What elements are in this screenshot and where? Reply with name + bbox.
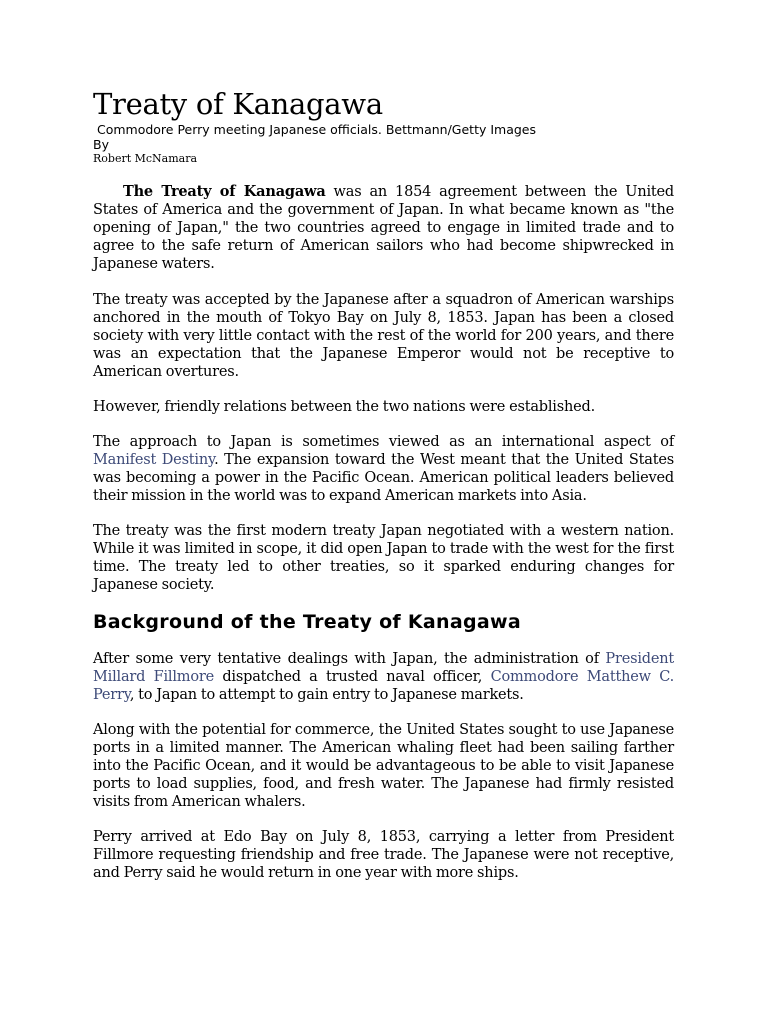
byline-label: By: [93, 137, 109, 152]
paragraph-relations: However, friendly relations between the two nations were established.: [93, 399, 595, 415]
page-title: Treaty of Kanagawa: [93, 87, 383, 121]
image-caption: Commodore Perry meeting Japanese officials. Bettmann/Getty Images: [93, 122, 537, 137]
author-name: Robert McNamara: [93, 152, 198, 165]
paragraph-fillmore-before: After some very tentative dealings with Japan, the administration of: [93, 651, 606, 667]
perry-link[interactable]: Commodore Matthew C. Perry: [93, 669, 674, 703]
section-heading: Background of the Treaty of Kanagawa: [93, 611, 521, 633]
paragraph-fillmore-middle: dispatched a trusted naval officer,: [213, 669, 491, 685]
paragraph-fillmore: [93, 650, 674, 704]
fillmore-link[interactable]: President Millard Fillmore: [93, 651, 674, 685]
paragraph-acceptance: The treaty was accepted by the Japanese after a squadron of American warships anchored in the mouth of Tokyo Bay on July 8, 1853. Japan has been a closed society with very little contact with the rest of the world for 200 years, and there was an expectation that the Japanese Emperor would not be receptive to American overtures.: [93, 292, 674, 380]
paragraph-intro-text: was an 1854 agreement between the United States of America and the government of Japan. In what became known as "the opening of Japan," the two countries agreed to engage in limited trade and to agree to the safe return of American sailors who had become shipwrecked in Japanese waters.: [93, 184, 674, 272]
paragraph-manifest-destiny-after: . The expansion toward the West meant that the United States was becoming a power in the Pacific Ocean. American political leaders believed their mission in the world was to expand American markets into Asia.: [93, 452, 674, 504]
paragraph-edo-bay: Perry arrived at Edo Bay on July 8, 1853, carrying a letter from President Fillmore requesting friendship and free trade. The Japanese were not receptive, and Perry said he would return in one year with more ships.: [93, 829, 674, 881]
paragraph-manifest-destiny: [93, 433, 674, 505]
document-page: [93, 86, 674, 882]
paragraph-manifest-destiny-before: The approach to Japan is sometimes viewed as an international aspect of: [93, 434, 674, 450]
paragraph-first-treaty: The treaty was the first modern treaty Japan negotiated with a western nation. While it was limited in scope, it did open Japan to trade with the west for the first time. The treaty led to other treaties, so it sparked enduring changes for Japanese society.: [93, 523, 674, 593]
manifest-destiny-link[interactable]: Manifest Destiny: [93, 452, 215, 468]
treaty-name-bold: The Treaty of Kanagawa: [123, 183, 326, 200]
paragraph-whaling: Along with the potential for commerce, the United States sought to use Japanese ports in a limited manner. The American whaling fleet had been sailing farther into the Pacific Ocean, and it would be advantageous to be able to visit Japanese ports to load supplies, food, and fresh water. The Japanese had firmly resisted visits from American whalers.: [93, 722, 674, 810]
paragraph-fillmore-after: , to Japan to attempt to gain entry to Japanese markets.: [129, 687, 524, 703]
paragraph-intro: [93, 183, 674, 273]
